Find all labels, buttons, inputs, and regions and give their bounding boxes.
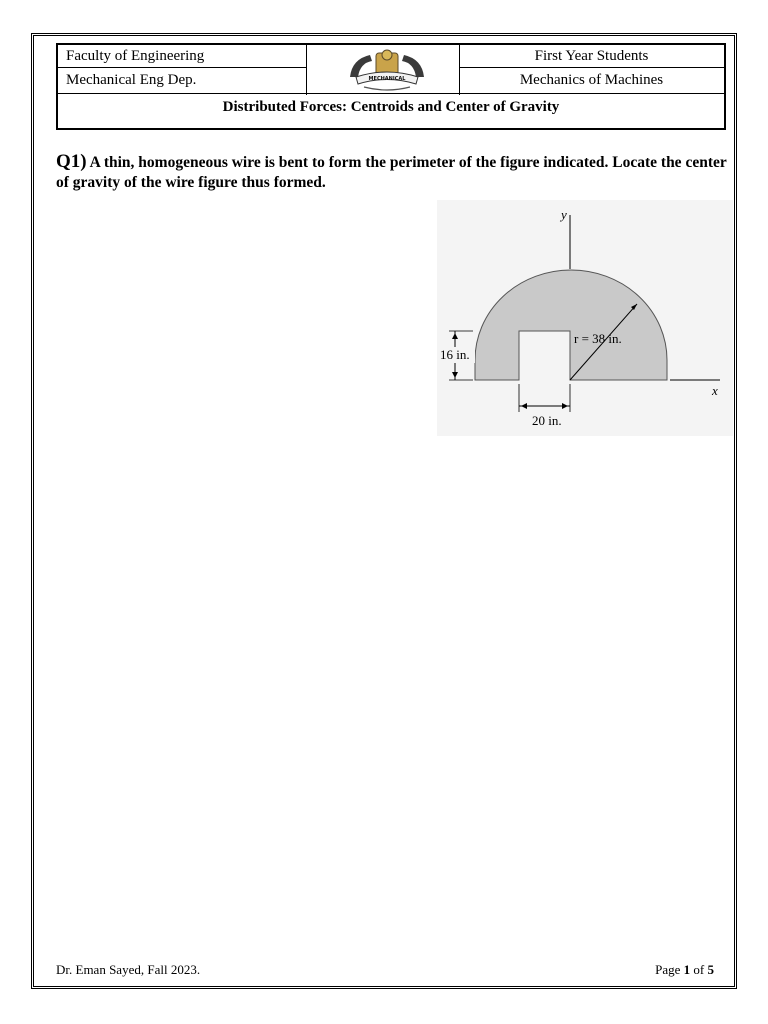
header-row-divider-right (459, 67, 724, 68)
footer-page-number (655, 962, 714, 978)
question-text: A thin, homogeneous wire is bent to form the perimeter of the figure indicated. Locate the center of gravity of the wire figure thus formed. (56, 154, 727, 191)
students-label: First Year Students (534, 48, 649, 64)
page-total: 5 (707, 962, 714, 977)
shaded-shape (475, 270, 667, 380)
page-title: Distributed Forces: Centroids and Center of Gravity (222, 99, 560, 115)
y-axis-label: y (561, 207, 567, 222)
wire-figure-diagram (437, 200, 733, 436)
header-divider-left (306, 45, 307, 95)
footer-author: Dr. Eman Sayed, Fall 2023. (56, 962, 201, 977)
x-axis-label: x (712, 383, 718, 398)
width-label: 20 in. (532, 413, 562, 428)
height-label: 16 in. (440, 347, 470, 362)
page-prefix: Page (655, 962, 684, 977)
header-row-divider-left (58, 67, 306, 68)
mechanical-logo (342, 47, 432, 93)
faculty-label: Faculty of Engineering (66, 48, 205, 64)
logo-text: MECHANICAL (368, 76, 406, 82)
question-number: Q1) (56, 151, 87, 172)
page-current: 1 (683, 962, 691, 977)
course-label: Mechanics of Machines (519, 72, 664, 88)
radius-label: r = 38 in. (574, 331, 622, 346)
department-label: Mechanical Eng Dep. (66, 72, 197, 88)
header-title-divider (58, 93, 724, 94)
header-table (56, 43, 726, 130)
question-1 (56, 152, 736, 193)
page-of: of (690, 962, 708, 977)
